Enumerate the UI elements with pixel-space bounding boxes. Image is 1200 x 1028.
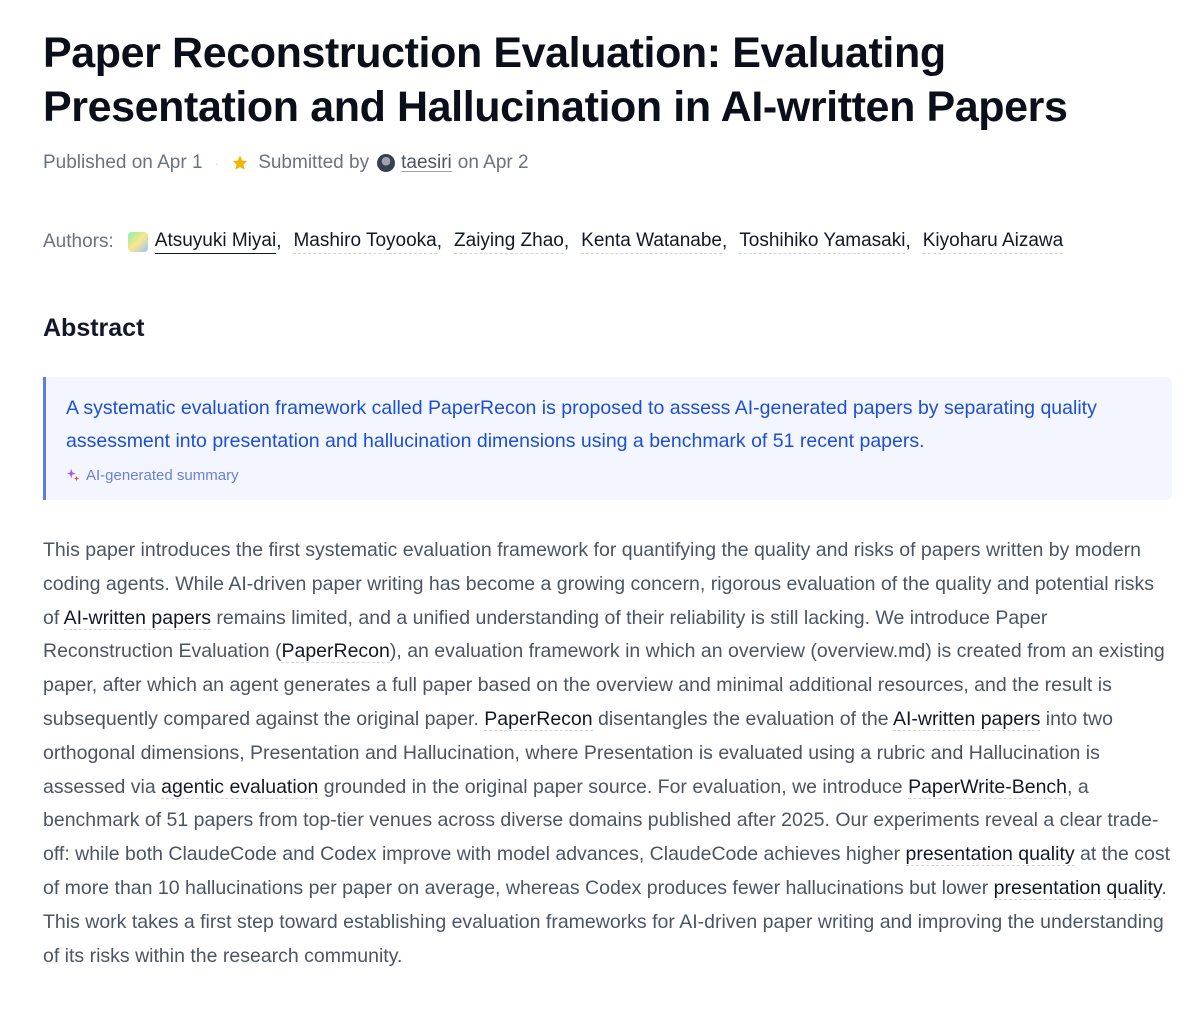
abstract-text: , a benchmark of 51 papers from top-tier venues across diverse domains published after 2025. Our experiments reveal a clear trade-off: while both ClaudeCode and Codex improve with model advances, ClaudeCode achieves higher	[43, 775, 1159, 866]
star-icon	[231, 154, 249, 172]
ai-summary-text: A systematic evaluation framework called PaperRecon is proposed to assess AI-generated papers by separating quality assessment into presentation and hallucination dimensions using a benchmark of 51 recent papers.	[66, 397, 1097, 452]
abstract-text: remains limited, and a unified understanding of their reliability is still lacking. We introduce Paper Reconstruction Evaluation (	[43, 606, 1048, 663]
abstract-text: grounded in the original paper source. For evaluation, we introduce	[318, 775, 909, 798]
published-date: Published on Apr 1	[43, 152, 203, 173]
authors-list	[43, 228, 1063, 256]
linked-term[interactable]: presentation quality	[905, 843, 1075, 866]
linked-term[interactable]: PaperRecon	[484, 707, 593, 730]
linked-term[interactable]: PaperWrite-Bench	[908, 775, 1068, 798]
author-separator: ,	[722, 231, 728, 252]
abstract-text: disentangles the evaluation of the	[592, 707, 893, 730]
abstract-text: . This work takes a first step toward establishing evaluation frameworks for AI-driven paper writing and improving the understanding of its risks within the research community.	[43, 876, 1167, 967]
sparkle-icon	[66, 468, 80, 482]
author-link[interactable]: Mashiro Toyooka	[293, 230, 436, 254]
author-link[interactable]: Atsuyuki Miyai	[155, 230, 276, 254]
submitted-date: on Apr 2	[457, 152, 529, 173]
abstract-body	[43, 534, 1173, 973]
author-avatar	[128, 232, 148, 252]
author-link[interactable]: Kiyoharu Aizawa	[923, 230, 1063, 254]
abstract-heading: Abstract	[43, 314, 145, 342]
authors-label: Authors:	[43, 231, 114, 252]
submitter-link[interactable]: taesiri	[401, 152, 452, 173]
meta-separator: ·	[214, 155, 220, 171]
author-link[interactable]: Toshihiko Yamasaki	[739, 230, 905, 254]
abstract-text: at the cost of more than 10 hallucinations per paper on average, whereas Codex produces fewer hallucinations but lower	[43, 843, 1171, 899]
abstract-text: This paper introduces the first systematic evaluation framework for quantifying the quality and risks of papers written by modern coding agents. While AI-driven paper writing has become a growing concern, rigorous evaluation of the quality and potential risks of	[43, 539, 1155, 629]
submitted-by-label: Submitted by	[258, 152, 370, 173]
linked-term[interactable]: AI-written papers	[63, 606, 212, 629]
ai-summary-note	[66, 465, 239, 485]
author-link[interactable]: Kenta Watanabe	[581, 230, 722, 254]
paper-title: Paper Reconstruction Evaluation: Evaluating Presentation and Hallucination in AI-written Papers	[43, 29, 1068, 131]
author-link[interactable]: Zaiying Zhao	[454, 230, 564, 254]
paper-meta	[43, 150, 529, 176]
abstract-text: ), an evaluation framework in which an overview (overview.md) is created from an existing paper, after which an agent generates a full paper based on the overview and minimal additional resources, and the result is subsequently compared against the original paper.	[43, 640, 1165, 730]
linked-term[interactable]: AI-written papers	[892, 707, 1041, 730]
ai-summary-box	[43, 377, 1172, 500]
author-separator: ,	[563, 231, 570, 252]
ai-summary-label: AI-generated summary	[86, 466, 239, 484]
abstract-text: into two orthogonal dimensions, Presentation and Hallucination, where Presentation is evaluated using a rubric and Hallucination is assessed via	[43, 707, 1113, 798]
author-separator: ,	[905, 231, 911, 252]
linked-term[interactable]: PaperRecon	[281, 640, 390, 663]
avatar	[377, 154, 395, 172]
author-separator: ,	[436, 231, 443, 252]
author-separator: ,	[276, 231, 282, 252]
linked-term[interactable]: agentic evaluation	[161, 775, 319, 798]
linked-term[interactable]: presentation quality	[993, 876, 1162, 899]
